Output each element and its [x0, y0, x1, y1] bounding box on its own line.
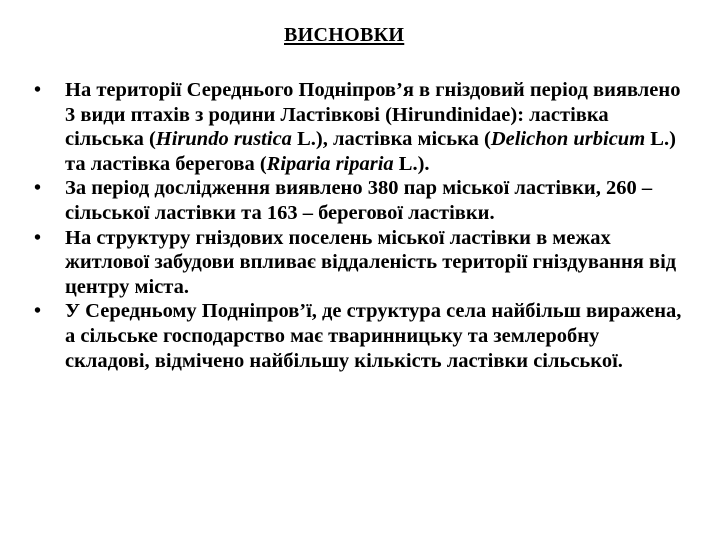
slide-title: ВИСНОВКИ [284, 24, 405, 46]
bullet-item [34, 176, 684, 225]
species-latin-name: Hirundo rustica [155, 128, 292, 151]
bullet-text: На структуру гніздових поселень міської ластівки в межах житлової забудови впливає віддаленість території гніздування від центру міста. [65, 226, 677, 298]
bullet-item [34, 299, 684, 373]
bullet-text: За період дослідження виявлено 380 пар міської ластівки, 260 – сільської ластівки та 163 – берегової ластівки. [65, 177, 653, 224]
species-latin-name: Riparia riparia [266, 152, 394, 175]
bullet-text: L.). [393, 152, 430, 175]
bullet-list [34, 78, 684, 373]
bullet-item [34, 78, 684, 176]
bullet-item [34, 226, 684, 300]
bullet-text: У Середньому Подніпров’ї, де структура села найбільш виражена, а сільське господарство має тваринницьку та землеробну складові, відмічено найбільшу кількість ластівки сільської. [65, 300, 682, 372]
bullet-marker-icon: • [34, 300, 42, 323]
bullet-text: На території Середнього Подніпров’я в гніздовий період виявлено 3 види птахів з родини Ластівкові (Hirundinidae): ластівка сільська ( [65, 79, 681, 151]
bullet-text: L.), ластівка міська ( [291, 128, 491, 151]
bullet-text: L.) та ластівка берегова ( [65, 128, 676, 175]
bullet-marker-icon: • [34, 79, 42, 101]
bullet-marker-icon: • [34, 177, 42, 200]
species-latin-name: Delichon urbicum [490, 128, 646, 151]
bullet-marker-icon: • [34, 226, 42, 249]
